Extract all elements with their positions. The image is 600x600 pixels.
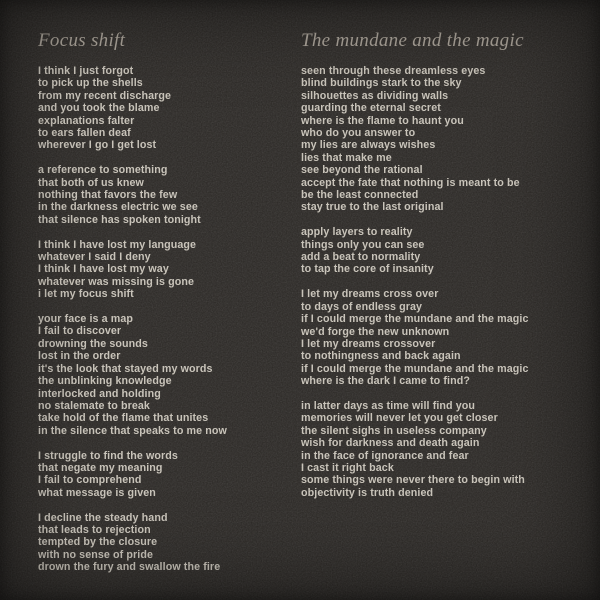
lyric-line: your face is a map (38, 313, 134, 326)
lyric-line: I struggle to find the words (38, 449, 178, 462)
lyric-line: drown the fury and swallow the fire (38, 561, 221, 574)
lyric-line: lies that make me (301, 151, 392, 164)
lyric-line: nothing that favors the few (38, 189, 178, 202)
lyric-line: stay true to the last original (301, 201, 444, 214)
lyric-line: tempted by the closure (38, 536, 158, 549)
lyric-line: objectivity is truth denied (301, 486, 434, 499)
lyric-line: to tap the core of insanity (301, 263, 434, 276)
stanza (38, 450, 303, 500)
lyric-line: things only you can see (301, 238, 425, 251)
stanza (301, 65, 566, 214)
lyric-line: with no sense of pride (38, 548, 154, 561)
lyric-line: from my recent discharge (38, 89, 172, 102)
lyric-line: I think I have lost my language (38, 238, 197, 251)
lyric-line: drowning the sounds (38, 337, 148, 350)
lyric-line: and you took the blame (38, 102, 160, 115)
lyric-line: if I could merge the mundane and the magic (301, 313, 529, 326)
lyric-line: it's the look that stayed my words (38, 362, 213, 375)
lyric-line: take hold of the flame that unites (38, 412, 209, 425)
lyric-line: I fail to comprehend (38, 474, 142, 487)
lyric-line: no stalemate to break (38, 399, 150, 412)
lyric-line: I fail to discover (38, 325, 122, 338)
lyric-line: guarding the eternal secret (301, 102, 441, 115)
lyric-line: in the face of ignorance and fear (301, 449, 469, 462)
lyrics-focus-shift (38, 65, 303, 574)
stanza (301, 226, 566, 276)
lyric-line: where is the dark I came to find? (301, 375, 470, 388)
lyric-line: I cast it right back (301, 461, 394, 474)
lyric-line: my lies are always wishes (301, 139, 436, 152)
lyric-line: see beyond the rational (301, 164, 423, 177)
lyric-line: to nothingness and back again (301, 350, 461, 363)
lyric-line: seen through these dreamless eyes (301, 65, 486, 77)
lyric-line: that leads to rejection (38, 523, 151, 536)
lyric-line: the unblinking knowledge (38, 375, 172, 388)
stanza (301, 400, 566, 499)
song-title-focus-shift: Focus shift (38, 30, 126, 51)
lyric-line: that both of us knew (38, 176, 144, 189)
lyric-line: if I could merge the mundane and the magic (301, 362, 529, 375)
lyric-line: memories will never let you get closer (301, 412, 498, 425)
lyric-line: lost in the order (38, 350, 121, 363)
stanza (38, 164, 303, 226)
stanza (38, 512, 303, 574)
lyric-line: what message is given (38, 486, 156, 499)
lyric-line: to pick up the shells (38, 77, 143, 90)
lyric-line: where is the flame to haunt you (301, 114, 464, 127)
lyric-line: to days of endless gray (301, 300, 423, 313)
lyric-line: the silent sighs in useless company (301, 424, 487, 437)
lyric-line: in latter days as time will find you (301, 399, 476, 412)
lyric-line: add a beat to normality (301, 251, 421, 264)
lyric-line: I let my dreams cross over (301, 288, 439, 301)
lyrics-column-focus-shift (38, 30, 303, 574)
lyric-line: I decline the steady hand (38, 511, 168, 524)
lyrics-mundane-magic (301, 65, 566, 499)
lyric-line: I let my dreams crossover (301, 337, 436, 350)
lyric-line: some things were never there to begin with (301, 474, 525, 487)
lyric-line: in the silence that speaks to me now (38, 424, 227, 437)
lyric-line: i let my focus shift (38, 288, 134, 301)
lyrics-column-mundane-magic (301, 30, 566, 499)
stanza (38, 239, 303, 301)
lyric-line: I think I have lost my way (38, 263, 169, 276)
lyric-line: that negate my meaning (38, 461, 163, 474)
stanza (38, 65, 303, 152)
lyric-line: interlocked and holding (38, 387, 161, 400)
stanza (301, 288, 566, 387)
lyric-line: who do you answer to (301, 127, 416, 140)
lyric-line: whatever I said I deny (38, 251, 151, 264)
lyric-line: in the darkness electric we see (38, 201, 198, 214)
lyric-line: silhouettes as dividing walls (301, 89, 449, 102)
song-title-mundane-magic: The mundane and the magic (301, 30, 524, 51)
lyric-line: whatever was missing is gone (38, 275, 195, 288)
lyric-line: a reference to something (38, 164, 168, 177)
lyric-line: I think I just forgot (38, 65, 134, 77)
lyric-line: accept the fate that nothing is meant to be (301, 176, 520, 189)
lyric-line: that silence has spoken tonight (38, 213, 201, 226)
lyric-line: be the least connected (301, 189, 419, 202)
lyric-line: apply layers to reality (301, 226, 413, 239)
lyric-line: we'd forge the new unknown (301, 325, 450, 338)
lyric-line: wherever I go I get lost (38, 139, 157, 152)
lyric-line: to ears fallen deaf (38, 127, 131, 140)
lyric-line: explanations falter (38, 114, 135, 127)
lyric-line: wish for darkness and death again (301, 437, 480, 450)
lyric-line: blind buildings stark to the sky (301, 77, 462, 90)
stanza (38, 313, 303, 437)
